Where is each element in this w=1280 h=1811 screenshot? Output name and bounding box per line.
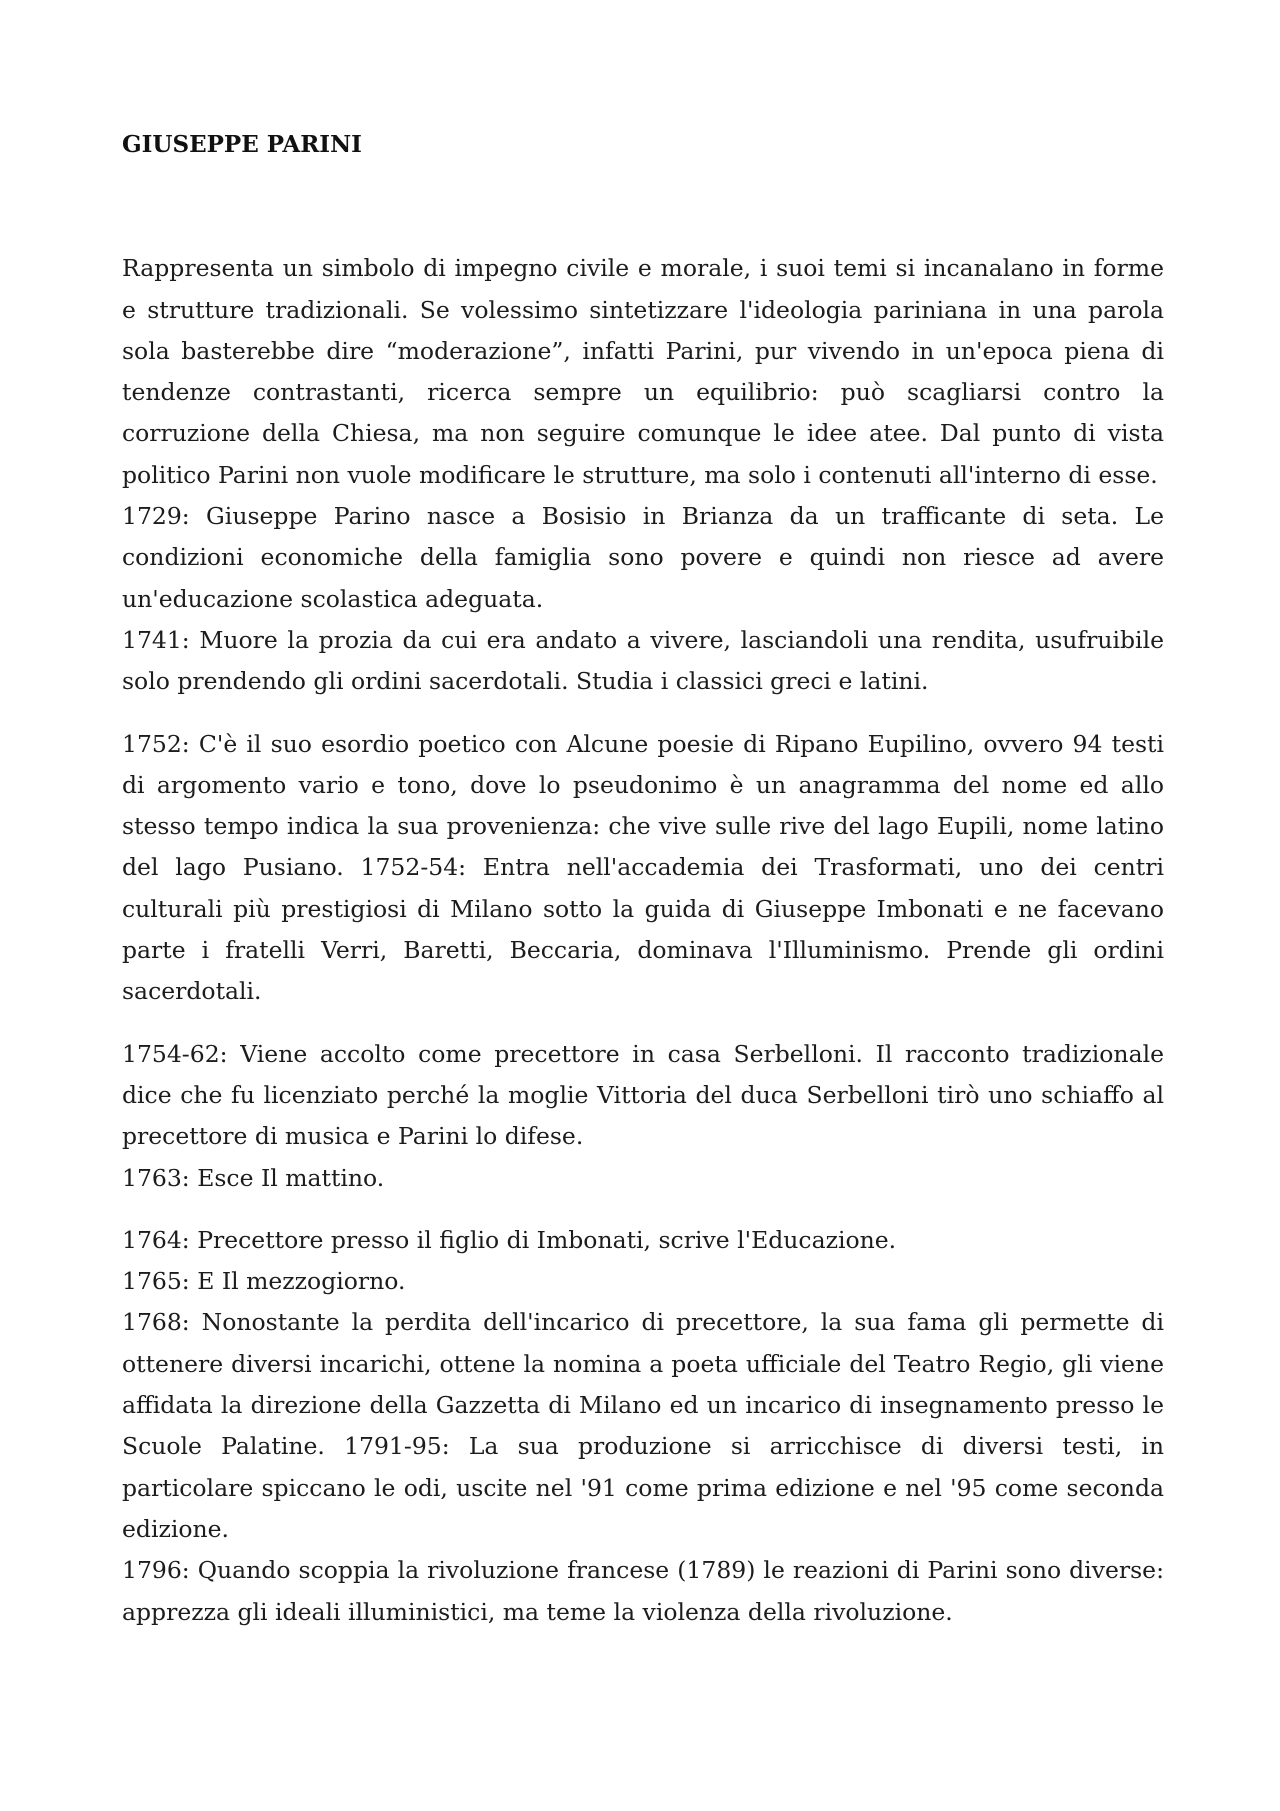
- paragraph-1741: 1741: Muore la prozia da cui era andato a vivere, lasciandoli una rendita, usufruibile solo prendendo gli ordini sacerdotali. Studia i classici greci e latini.: [122, 625, 1164, 696]
- paragraph-intro: Rappresenta un simbolo di impegno civile e morale, i suoi temi si incanalano in forme e strutture tradizionali. Se volessimo sintetizzare l'ideologia pariniana in una parola sola basterebbe dire “moderazione”, infatti Parini, pur vivendo in un'epoca piena di tendenze contrastanti, ricerca sempre un equilibrio: può scagliarsi contro la corruzione della Chiesa, ma non seguire comunque le idee atee. Dal punto di vista politico Parini non vuole modificare le strutture, ma solo i contenuti all'interno di esse.: [122, 254, 1164, 489]
- document-title: GIUSEPPE PARINI: [122, 131, 362, 158]
- paragraph-1768: 1768: Nonostante la perdita dell'incarico di precettore, la sua fama gli permette di ottenere diversi incarichi, ottene la nomina a poeta ufficiale del Teatro Regio, gli viene affidata la direzione della Gazzetta di Milano ed un incarico di insegnamento presso le Scuole Palatine. 1791-95: La sua produzione si arricchisce di diversi testi, in particolare spiccano le odi, uscite nel '91 come prima edizione e nel '95 come seconda edizione.: [122, 1308, 1164, 1543]
- paragraph-1763: 1763: Esce Il mattino.: [122, 1163, 385, 1192]
- paragraph-spacer: [122, 703, 1164, 724]
- paragraph-1764: 1764: Precettore presso il figlio di Imbonati, scrive l'Educazione.: [122, 1225, 897, 1254]
- document-body: [122, 124, 1164, 1633]
- paragraph-1729: 1729: Giuseppe Parino nasce a Bosisio in Brianza da un trafficante di seta. Le condizioni economiche della famiglia sono povere e quindi non riesce ad avere un'educazione scolastica adeguata.: [122, 502, 1164, 613]
- paragraph-1754: 1754-62: Viene accolto come precettore in casa Serbelloni. Il racconto tradizionale dice che fu licenziato perché la moglie Vittoria del duca Serbelloni tirò uno schiaffo al precettore di musica e Parini lo difese.: [122, 1039, 1164, 1151]
- paragraph-1765: 1765: E Il mezzogiorno.: [122, 1267, 406, 1296]
- paragraph-1752: 1752: C'è il suo esordio poetico con Alcune poesie di Ripano Eupilino, ovvero 94 testi di argomento vario e tono, dove lo pseudonimo è un anagramma del nome ed allo stesso tempo indica la sua provenienza: che vive sulle rive del lago Eupili, nome latino del lago Pusiano. 1752-54: Entra nell'accademia dei Trasformati, uno dei centri culturali più prestigiosi di Milano sotto la guida di Giuseppe Imbonati e ne facevano parte i fratelli Verri, Baretti, Beccaria, dominava l'Illuminismo. Prende gli ordini sacerdotali.: [122, 729, 1164, 1006]
- title-spacer: [122, 165, 1164, 248]
- paragraph-spacer: [122, 1199, 1164, 1220]
- paragraph-1796: 1796: Quando scoppia la rivoluzione francese (1789) le reazioni di Parini sono diverse: apprezza gli ideali illuministici, ma teme la violenza della rivoluzione.: [122, 1556, 1164, 1626]
- paragraph-spacer: [122, 1013, 1164, 1034]
